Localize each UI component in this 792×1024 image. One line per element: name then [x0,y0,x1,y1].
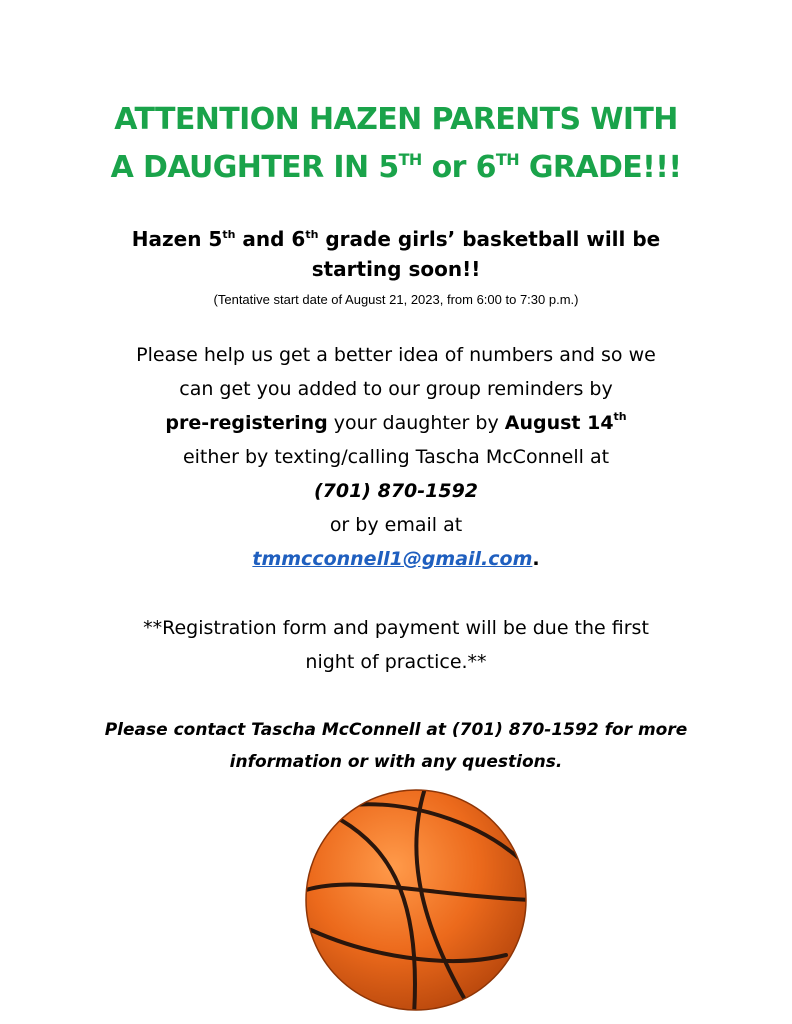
body-line-4: either by texting/calling Tascha McConnell at [182,446,610,468]
subhead-part-2: and 6 [235,227,306,251]
headline-superscript-1: TH [398,150,422,169]
contact-line-1: Please contact Tascha McConnell at (701) 870-1592 for more [104,720,688,740]
announcement-subhead [60,224,732,284]
note-line-2: night of practice.** [305,651,487,673]
headline-line-2-suffix: GRADE!!! [519,150,682,185]
headline-superscript-2: TH [495,150,519,169]
body-line-6: or by email at [329,514,463,536]
note-line-1: **Registration form and payment will be due the first [143,617,649,639]
body-line-3-middle: your daughter by [327,412,505,434]
basketball-icon [296,780,536,1020]
tentative-start-date: (Tentative start date of August 21, 2023, from 6:00 to 7:30 p.m.) [213,292,579,307]
email-link[interactable]: tmmcconnell1@gmail.com [252,548,533,570]
contact-line-2: information or with any questions. [229,752,563,772]
headline-line-2-middle: or 6 [421,150,496,185]
subhead-superscript-2: th [305,228,319,241]
body-line-1: Please help us get a better idea of numbers and so we [136,344,656,366]
email-period: . [532,548,540,570]
body-line-2: can get you added to our group reminders by [179,378,613,400]
subhead-part-1: Hazen 5 [131,227,223,251]
deadline-date: August 14 [504,412,614,434]
contact-info [60,714,732,778]
registration-note [60,611,732,679]
headline-line-1: ATTENTION HAZEN PARENTS WITH [114,102,678,137]
subhead-line-2: starting soon!! [311,257,481,281]
email-line [60,542,732,576]
headline-line-2-prefix: A DAUGHTER IN 5 [110,150,399,185]
flyer-headline [0,96,792,192]
subhead-part-3: grade girls’ basketball will be [318,227,661,251]
deadline-superscript: th [613,410,627,423]
subhead-superscript-1: th [222,228,236,241]
registration-instructions [60,338,732,576]
body-line-3 [60,406,732,440]
phone-number: (701) 870-1592 [313,480,479,502]
pre-registering-text: pre-registering [165,412,328,434]
